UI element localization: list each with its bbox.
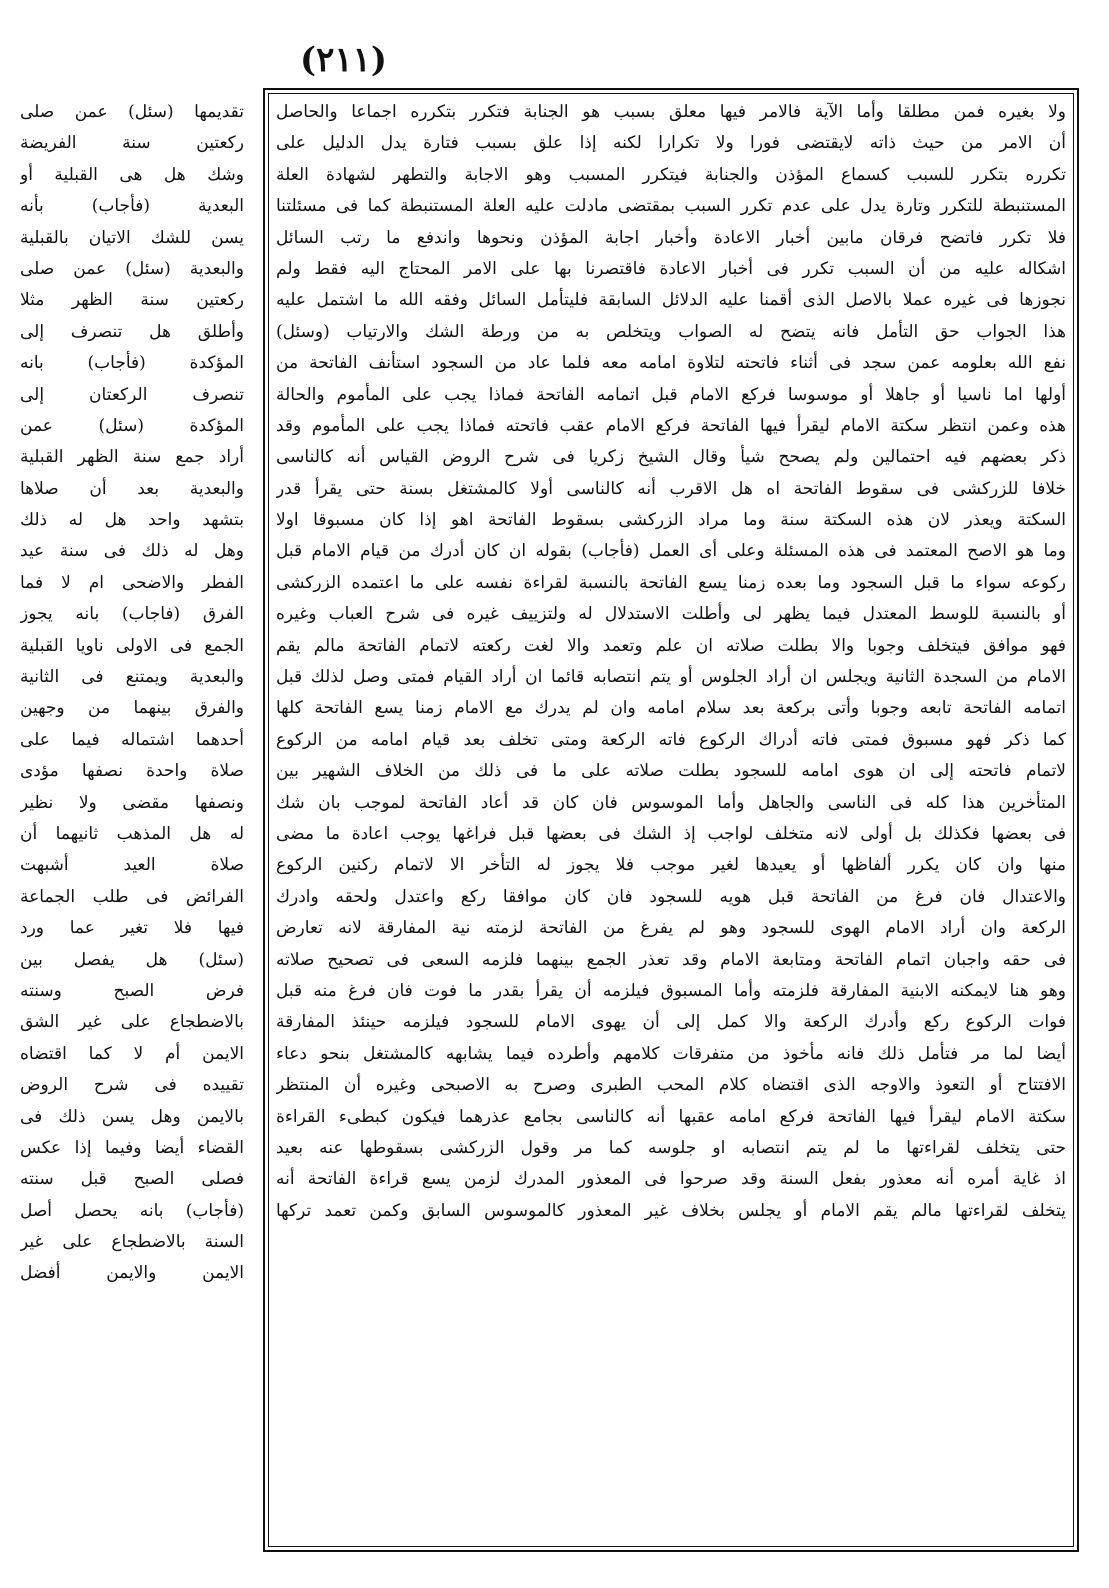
main-text-line: سكتة الامام ليقرأ فيها الفاتحة فركع امامه عقبها أنه كالناسى بجامع عذرهما فيكون كبطىء القراءة bbox=[276, 1106, 1066, 1127]
margin-note-line: الفطر والاضحى ام لا فما bbox=[20, 572, 244, 593]
margin-note-line: ركعتين سنة الظهر مثلا bbox=[20, 290, 244, 311]
main-text-line: ولا بغيره فمن مطلقا وأما الآية فالامر فيها معلق بسبب هو الجنابة فتكرر بتكرره اجماعا والحاصل bbox=[276, 102, 1066, 122]
main-text-line: الامام من السجدة الثانية ويجلس ان أراد الجلوس أو يتم انتصابه قائما ان أراد القيام فمتى وصل لذلك قبل bbox=[276, 667, 1066, 688]
main-text-line: أيضا لما مر فتأمل ذلك فانه مأخوذ من متفرقات كلامهم وأطرده فيما يشابهه كالمشتغل بنحو دعاء bbox=[276, 1043, 1066, 1064]
main-text-line: فلا تكرر فاتضح فرقان مابين أخبار الاعادة وأخبار اجابة المؤذن ونحوها واندفع ما رتب السائل bbox=[276, 227, 1066, 248]
main-text-line: السكتة ويعذر لان هذه السكتة سنة وما مراد الزركشى بسقوط الفاتحة اهو إذا كان مسبوقا اولا bbox=[276, 510, 1066, 531]
main-text-line: الافتتاح أو التعوذ والاوجه الذى اقتضاه كلام المحب الطبرى وصرح به الاصبحى وغيره أن المنتظر bbox=[276, 1075, 1066, 1096]
margin-note-line: صلاة العيد أشبهت bbox=[20, 855, 244, 876]
margin-note-line: أحدهما اشتماله فيما على bbox=[20, 729, 244, 750]
margin-note-line: الجمع فى الاولى ناويا القبلية bbox=[20, 635, 244, 656]
main-text-line: خلافا للزركشى فى سقوط الفاتحة اه هل الاقرب أنه كالناسى أولا كالمشتغل بسنة حتى يقرأ قدر bbox=[276, 478, 1066, 499]
margin-note-line: وأطلق هل تنصرف إلى bbox=[20, 321, 244, 342]
main-text-line: نجوزها فى غيره عملا بالاصل الذى أقمنا عليه الدلائل السابقة فليتأمل السائل وفقه الله ما اشتمل عليه bbox=[276, 290, 1066, 311]
main-text-line: نفع الله بعلومه عمن سجد فى أثناء فاتحته لتلاوة امامه معه فلما عاد من السجود استأنف الفاتحة من bbox=[276, 353, 1066, 374]
margin-note-line: (فأجاب) بانه يحصل أصل bbox=[20, 1200, 244, 1221]
margin-note-line: والبعدية ويمتنع فى الثانية bbox=[20, 667, 244, 688]
main-text-line: اذ غاية أمره أنه معذور بفعل السنة وقد صرحوا فى المعذور المدرك لزمن يسع قراءة الفاتحة أنه bbox=[276, 1169, 1066, 1190]
main-text-line: ذكر بعضهم فيه احتمالين ولم يصحح شيأ وقال الشيخ زكريا فى شرح الروض القياس أنه كالناسى bbox=[276, 447, 1066, 468]
margin-note-line: والبعدية بعد أن صلاها bbox=[20, 478, 244, 499]
margin-note-line: الفرائض فى طلب الجماعة bbox=[20, 886, 244, 907]
margin-note-line: القضاء أيضا وفيما إذا عكس bbox=[20, 1137, 244, 1158]
margin-note-line: فصلى الصبح قبل سنته bbox=[20, 1169, 244, 1190]
margin-note-line: فرض الصبح وسنته bbox=[20, 980, 244, 1001]
margin-note-line: والبعدية (سئل) عمن صلى bbox=[20, 258, 244, 279]
margin-note-line: تقييده فى شرح الروض bbox=[20, 1075, 244, 1096]
margin-note-line: وشك هل هى القبلية أو bbox=[20, 164, 244, 185]
margin-note-line: له هل المذهب ثانيهما أن bbox=[20, 823, 244, 844]
margin-note-line: المؤكدة (فأجاب) بانه bbox=[20, 353, 244, 374]
main-text-line: ركوعه سواء ما قبل السجود وما بعده زمنا يسع الفاتحة بالنسبة لقراءة نفسه على ما اعتمده الزركشى bbox=[276, 572, 1066, 593]
main-text-line: والاعتدال فان فرغ من الفاتحة قبل هويه للسجود فان كان موافقا ركع واعتدل ولحقه وادرك bbox=[276, 886, 1066, 907]
main-text-line: أن الامر من حيث ذاته لايقتضى فورا ولا تكرارا لكنه إذا علق بسبب فتارة يدل الدليل على bbox=[276, 133, 1066, 154]
margin-note-line: تنصرف الركعتان إلى bbox=[20, 384, 244, 405]
main-text-line: حتى يتخلف لقراءتها ما لم يتم انتصابه او جلوسه كما مر وقول الزركشى بسقوطها عنه بعيد bbox=[276, 1137, 1066, 1158]
main-text-line: أولها اما ناسيا أو جاهلا أو موسوسا فركع الامام قبل اتمامه الفاتحة فماذا يجب على المأموم والحالة bbox=[276, 384, 1066, 405]
margin-note-line: الايمن أم لا كما اقتضاه bbox=[20, 1043, 244, 1064]
margin-note-line: ركعتين سنة الفريضة bbox=[20, 133, 244, 154]
main-text-line: هذا الجواب حق التأمل فانه يتضح له الصواب ويتخلص به من ورطة الشك والارتياب (وسئل) bbox=[276, 321, 1066, 342]
page-number: (٢١١) bbox=[300, 40, 387, 80]
main-text-line: منها وان كان يكرر ألفاظها أو يعيدها لغير موجب فلا يجوز له التأخر الا لاتمام ركنين الركوع bbox=[276, 855, 1066, 876]
margin-note-line: السنة بالاضطجاع على غير bbox=[20, 1232, 244, 1253]
main-text-line: فى بعضها فكذلك بل أولى لانه متخلف لواجب إذ الشك فى بعضها قبل فراغها يوجب اعادة ما مضى bbox=[276, 823, 1066, 844]
margin-note-line: المؤكدة (سئل) عمن bbox=[20, 415, 244, 436]
margin-note-line: أراد جمع سنة الظهر القبلية bbox=[20, 447, 244, 468]
main-text-column bbox=[276, 97, 1066, 1543]
margin-note-line: وهل له ذلك فى سنة عيد bbox=[20, 541, 244, 562]
margin-note-line: بتشهد واحد هل له ذلك bbox=[20, 510, 244, 531]
main-text-line: المتأخرين هذا كله فى الناسى والجاهل وأما الموسوس فان كان قد أعاد الفاتحة لموجب بان شك bbox=[276, 792, 1066, 813]
main-text-line: اتمامه الفاتحة تابعه وجوبا وأتى بركعة بعد سلام امامه وان لم يدرك مع الامام زمنا يسع الفاتحة كلها bbox=[276, 698, 1066, 719]
margin-note-line: فيها فلا تغير عما ورد bbox=[20, 918, 244, 939]
main-text-line: الركعة وان أراد الامام الهوى للسجود وهو لم يفرغ من الفاتحة لزمته نية المفارقة لانه تعارض bbox=[276, 918, 1066, 939]
margin-note-line: تقديمها (سئل) عمن صلى bbox=[20, 102, 244, 122]
margin-note-line: بالايمن وهل يسن ذلك فى bbox=[20, 1106, 244, 1127]
main-text-line: لاتمام فاتحته إلى ان هوى امامه للسجود بطلت صلاته على ما فى ذلك من الخلاف الشهير بين bbox=[276, 761, 1066, 782]
main-text-line: كما ذكر فهو مسبوق فمتى فاته أدراك الركوع فاته الركعة ومتى تخلف بعد قيام امامه من الركوع bbox=[276, 729, 1066, 750]
main-text-line: فوات الركوع ركع وأدرك الركعة والا كمل إلى أن يهوى الامام للسجود فيلزمه حينئذ المفارقة bbox=[276, 1012, 1066, 1033]
main-text-line: يتخلف لقراءتها مالم يقم الامام أو يجلس بخلاف غير المعذور كالموسوس السابق وكمن تعمد تركها bbox=[276, 1200, 1066, 1221]
main-text-line: اشكاله عليه من أن السبب تكرر فى أخبار الاعادة فاقتصرنا بها على الامر المحتاج اليه فقط ولم bbox=[276, 258, 1066, 279]
margin-note-line: صلاة واحدة نصفها مؤدى bbox=[20, 761, 244, 782]
margin-note-line: ونصفها مقضى ولا نظير bbox=[20, 792, 244, 813]
main-text-line: هذه وعمن انتظر سكتة الامام ليقرأ فيها الفاتحة فركع الامام عقب فاتحته فماذا يجب على المأموم وقد bbox=[276, 415, 1066, 436]
main-text-line: أو بالنسبة للوسط المعتدل فيما يظهر لى وأطلت الاستدلال له ولتزييف غيره فى شرح العباب وغيره bbox=[276, 604, 1066, 625]
margin-note-line: البعدية (فأجاب) بأنه bbox=[20, 196, 244, 217]
margin-note-line: والفرق بينهما من وجهين bbox=[20, 698, 244, 719]
margin-note-line: يسن للشك الاتيان بالقبلية bbox=[20, 227, 244, 248]
margin-note-line: الايمن والايمن أفضل bbox=[20, 1263, 244, 1284]
main-text-line: المستنبطة للتكرر وتارة يدل على عدم تكرر السبب بمقتضى مادلت عليه العلة المستنبطة كما فى مسئلتنا bbox=[276, 196, 1066, 217]
margin-note-line: الفرق (فاجاب) بانه يجوز bbox=[20, 604, 244, 625]
main-text-line: وما هو الاصح المعتمد فى هذه المسئلة وعلى أى العمل (فأجاب) بقوله ان كان أدرك من قيام الامام قبل bbox=[276, 541, 1066, 562]
main-text-line: فهو موافق فيتخلف وجوبا والا بطلت صلاته ان علم وتعمد والا لغت ركعته لاتمام الفاتحة مالم يقم bbox=[276, 635, 1066, 656]
main-text-line: فى حقه واجبان اتمام الفاتحة ومتابعة الامام وقد تعذر الجمع بينهما فلزمه السعى فى تصحيح صلاته bbox=[276, 949, 1066, 970]
margin-notes-column bbox=[20, 97, 244, 1497]
margin-note-line: بالاضطجاع على غير الشق bbox=[20, 1012, 244, 1033]
main-text-line: وهو هنا لايمكنه الابنية المفارقة فلزمته وأما المسبوق فيلزمه أن يقرأ بقدر ما فوت فان فرغ منه قبل bbox=[276, 980, 1066, 1001]
main-text-line: تكرره بتكرر للسبب كسماع المؤذن والجنابة فيتكرر المسبب وهو الاجابة والتطهر لشهادة العلة bbox=[276, 164, 1066, 185]
margin-note-line: (سئل) هل يفصل بين bbox=[20, 949, 244, 970]
